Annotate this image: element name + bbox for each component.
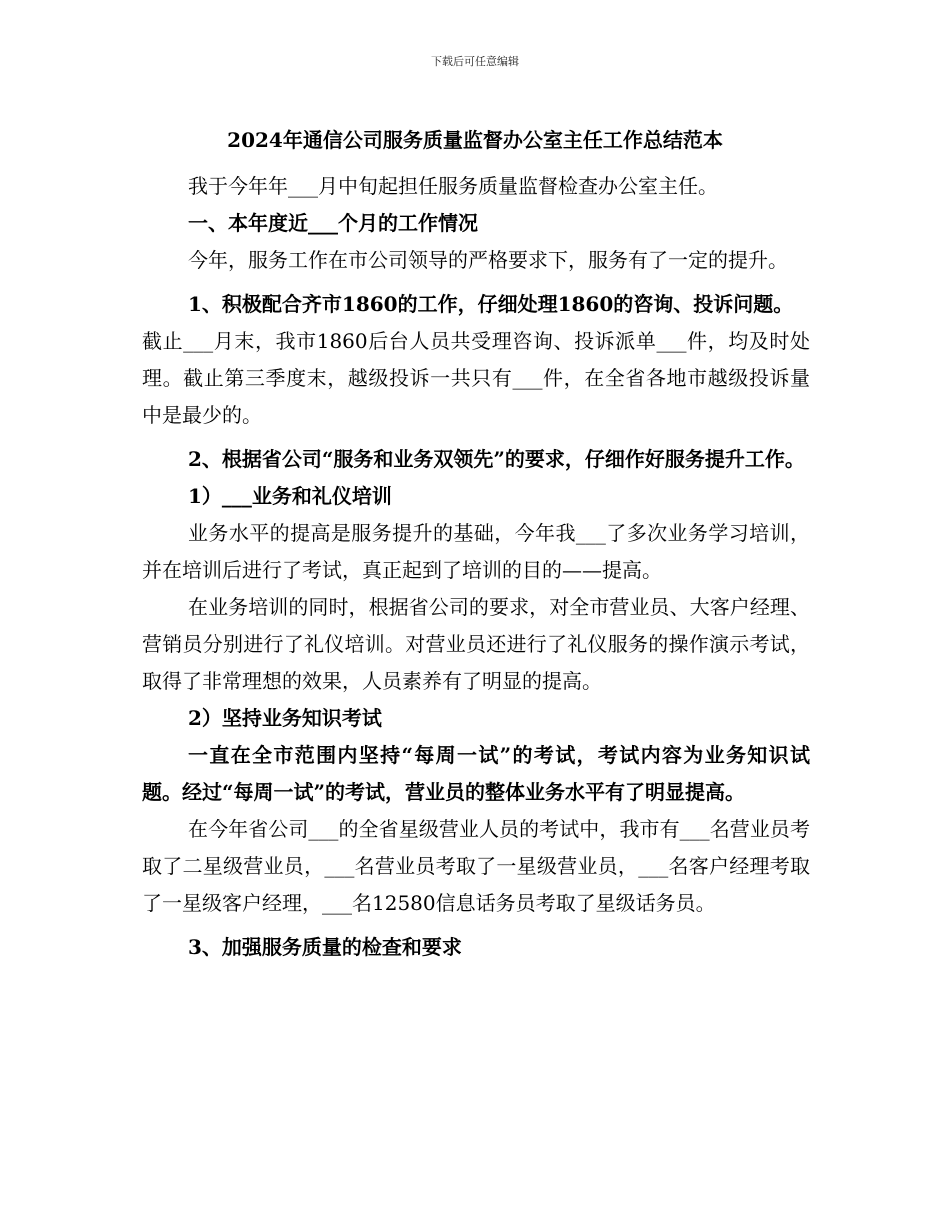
document-body [142,168,810,966]
paragraph-star-exam: 在今年省公司___的全省星级营业人员的考试中，我市有___名营业员考取了二星级营业员，___名营业员考取了一星级营业员，___名客户经理考取了一星级客户经理，___名12580信息话务员考取了星级话务员。 [142,817,810,915]
paragraph-complaints: 截止___月末，我市1860后台人员共受理咨询、投诉派单___件，均及时处理。截止第三季度末，越级投诉一共只有___件，在全省各地市越级投诉量中是最少的。 [142,329,810,427]
intro-paragraph: 我于今年年___月中旬起担任服务质量监督检查办公室主任。 [188,174,718,198]
item-heading-3: 3、加强服务质量的检查和要求 [188,935,462,959]
paragraph-etiquette: 在业务培训的同时，根据省公司的要求，对全市营业员、大客户经理、营销员分别进行了礼仪培训。对营业员还进行了礼仪服务的操作演示考试，取得了非常理想的效果，人员素养有了明显的提高。 [142,595,810,693]
page-header-note: 下载后可任意编辑 [431,55,519,68]
paragraph-service-overview: 今年，服务工作在市公司领导的严格要求下，服务有了一定的提升。 [188,248,788,272]
paragraph-training: 业务水平的提高是服务提升的基础，今年我___了多次业务学习培训，并在培训后进行了考试，真正起到了培训的目的——提高。 [142,521,810,582]
subitem-heading-1: 1）___业务和礼仪培训 [188,484,392,508]
paragraph-weekly-test: 一直在全市范围内坚持“每周一试”的考试，考试内容为业务知识试题。经过“每周一试”的考试，营业员的整体业务水平有了明显提高。 [142,743,810,804]
section-heading-1: 一、本年度近___个月的工作情况 [188,211,478,235]
document-title: 2024年通信公司服务质量监督办公室主任工作总结范本 [227,128,723,152]
subitem-heading-2: 2）坚持业务知识考试 [188,706,382,730]
item-heading-2: 2、根据省公司“服务和业务双领先”的要求，仔细作好服务提升工作。 [188,447,805,471]
item-heading-1: 1、积极配合齐市1860的工作，仔细处理1860的咨询、投诉问题。 [188,292,794,316]
